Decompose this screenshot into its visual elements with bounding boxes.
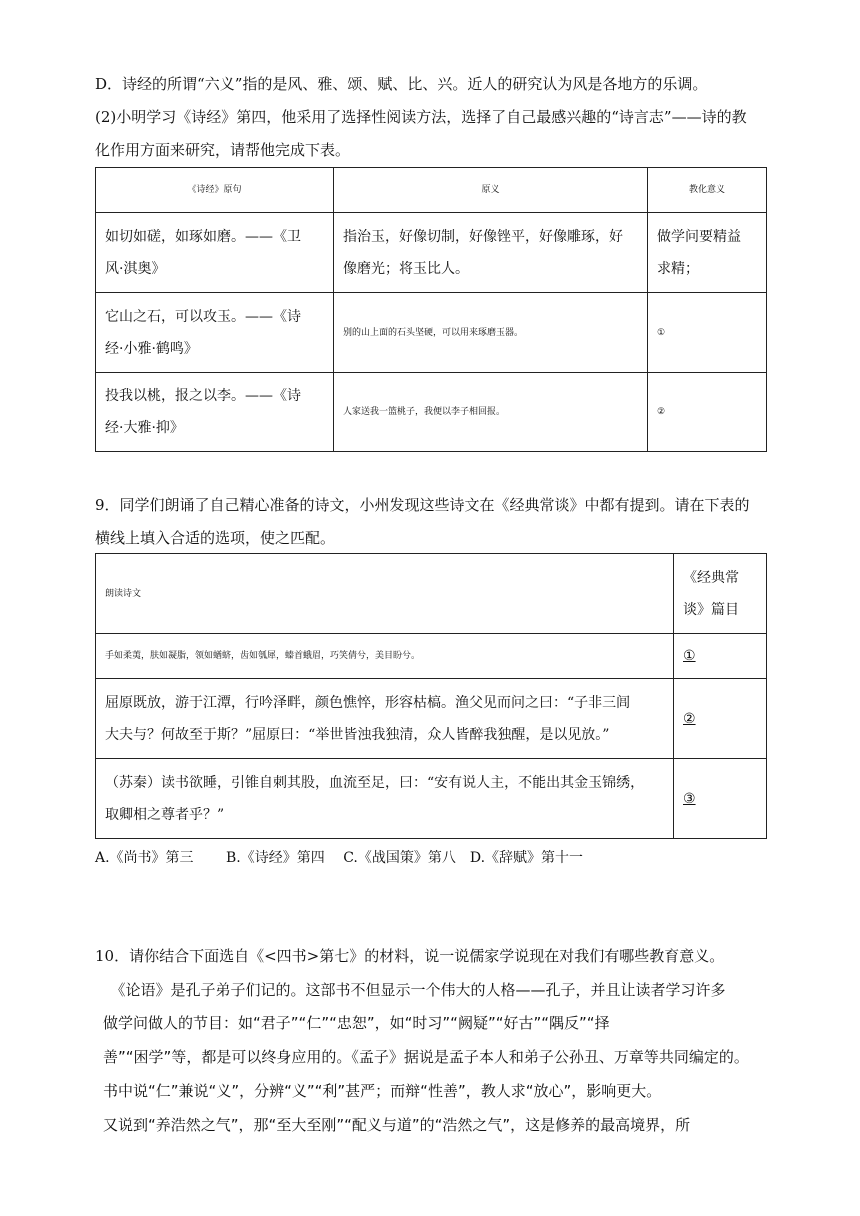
q10-prompt: 10．请你结合下面选自《<四书>第七》的材料，说一说儒家学说现在对我们有哪些教育意义。 <box>95 947 725 965</box>
q9-poem-line: 屈原既放，游于江潭，行吟泽畔，颜色憔悴，形容枯槁。渔父见而问之曰：“子非三闾 <box>105 694 631 711</box>
q9-poem-cell: 手如柔荑，肤如凝脂，领如蝤蛴，齿如瓠犀，螓首蛾眉，巧笑倩兮，美目盼兮。 <box>96 634 674 679</box>
q9-blank-label: ② <box>683 710 696 727</box>
q9-table <box>95 553 767 839</box>
q9-table-header-row <box>96 554 767 634</box>
table-row <box>96 213 767 293</box>
table-row <box>96 373 767 452</box>
q8-header-meaning: 原义 <box>334 168 648 213</box>
q8-quote-line: 经·小雅·鹤鸣》 <box>105 340 198 357</box>
q8-meaning-line: 指治玉，好像切制，好像锉平，好像雕琢，好 <box>343 228 623 245</box>
q8-quote-cell <box>96 373 334 452</box>
q9-options: A.《尚书》第三 B.《诗经》第四 C.《战国策》第八 D.《辞赋》第十一 <box>95 850 584 866</box>
q9-prompt-line1: 9．同学们朗诵了自己精心准备的诗文，小州发现这些诗文在《经典常谈》中都有提到。请在下表的 <box>95 496 750 514</box>
q10-passage-line: 又说到“养浩然之气”，那“至大至刚”“配义与道”的“浩然之气”，这是修养的最高境界，所 <box>103 1116 691 1134</box>
q10-passage-line: 做学问做人的节目：如“君子”“仁”“忠恕”，如“时习”“阙疑”“好古”“隅反”“择 <box>103 1014 610 1032</box>
q8-quote-line: 它山之石，可以攻玉。——《诗 <box>105 308 301 325</box>
q8-quote-cell <box>96 213 334 293</box>
q9-poem-line: （苏秦）读书欲睡，引锥自刺其股，血流至足，曰：“安有说人主，不能出其金玉锦绣， <box>105 774 645 791</box>
q8-meaning-cell: 别的山上面的石头坚硬，可以用来琢磨玉器。 <box>334 293 648 373</box>
table-row <box>96 634 767 679</box>
q9-poem-cell <box>96 679 674 759</box>
q10-passage-line: 书中说“仁”兼说“义”，分辨“义”“利”甚严；而辩“性善”，教人求“放心”，影响更大。 <box>103 1082 662 1100</box>
q9-poem-line: 取卿相之尊者乎？” <box>105 806 225 823</box>
q9-poem-line: 大夫与？何故至于斯？”屈原曰：“举世皆浊我独清，众人皆醉我独醒，是以见放。” <box>105 726 610 743</box>
q9-blank-label: ① <box>683 648 696 664</box>
table-row <box>96 293 767 373</box>
q8-answer-blank-1[interactable]: ① <box>648 293 767 373</box>
q8-meaning-cell <box>334 213 648 293</box>
q8-quote-line: 风·淇奥》 <box>105 260 166 277</box>
q8-table <box>95 167 767 452</box>
q8-option-d: D．诗经的所谓“六义”指的是风、雅、颂、赋、比、兴。近人的研究认为风是各地方的乐调。 <box>95 75 708 93</box>
q9-answer-blank-1[interactable] <box>674 634 767 679</box>
q9-header-chapter-line: 谈》篇目 <box>683 601 739 618</box>
q8-edu-cell <box>648 213 767 293</box>
q9-header-chapter-line: 《经典常 <box>683 569 739 586</box>
q8-quote-line: 如切如磋，如琢如磨。——《卫 <box>105 228 301 245</box>
q8-header-edu: 教化意义 <box>648 168 767 213</box>
q8-header-quote: 《诗经》原句 <box>96 168 334 213</box>
q9-poem-cell <box>96 759 674 839</box>
q8-table-header-row <box>96 168 767 213</box>
q10-passage-line: 善”“困学”等，都是可以终身应用的。《孟子》据说是孟子本人和弟子公孙丑、万章等共同编定的。 <box>103 1048 749 1066</box>
q8-sub2-text-line2: 化作用方面来研究，请帮他完成下表。 <box>95 141 351 159</box>
q9-header-text: 朗读诗文 <box>96 554 674 634</box>
q9-blank-label: ③ <box>683 790 696 807</box>
q9-answer-blank-3[interactable] <box>674 759 767 839</box>
q8-quote-cell <box>96 293 334 373</box>
q9-header-chapter <box>674 554 767 634</box>
q8-quote-line: 投我以桃，报之以李。——《诗 <box>105 388 301 404</box>
q10-passage-line: 《论语》是孔子弟子们记的。这部书不但显示一个伟大的人格——孔子，并且让读者学习许多 <box>103 981 726 999</box>
q8-edu-line: 求精； <box>657 260 699 277</box>
q8-edu-line: 做学问要精益 <box>657 228 741 245</box>
q8-answer-blank-2[interactable]: ② <box>648 373 767 452</box>
q8-sub2-text-line1: (2)小明学习《诗经》第四，他采用了选择性阅读方法，选择了自己最感兴趣的“诗言志”——诗的教 <box>95 108 747 126</box>
q8-meaning-cell: 人家送我一篮桃子，我便以李子相回报。 <box>334 373 648 452</box>
table-row <box>96 679 767 759</box>
q8-meaning-line: 像磨光；将玉比人。 <box>343 260 469 277</box>
q8-quote-line: 经·大雅·抑》 <box>105 420 184 436</box>
q9-prompt-line2: 横线上填入合适的选项，使之匹配。 <box>95 529 336 547</box>
q9-answer-blank-2[interactable] <box>674 679 767 759</box>
table-row <box>96 759 767 839</box>
